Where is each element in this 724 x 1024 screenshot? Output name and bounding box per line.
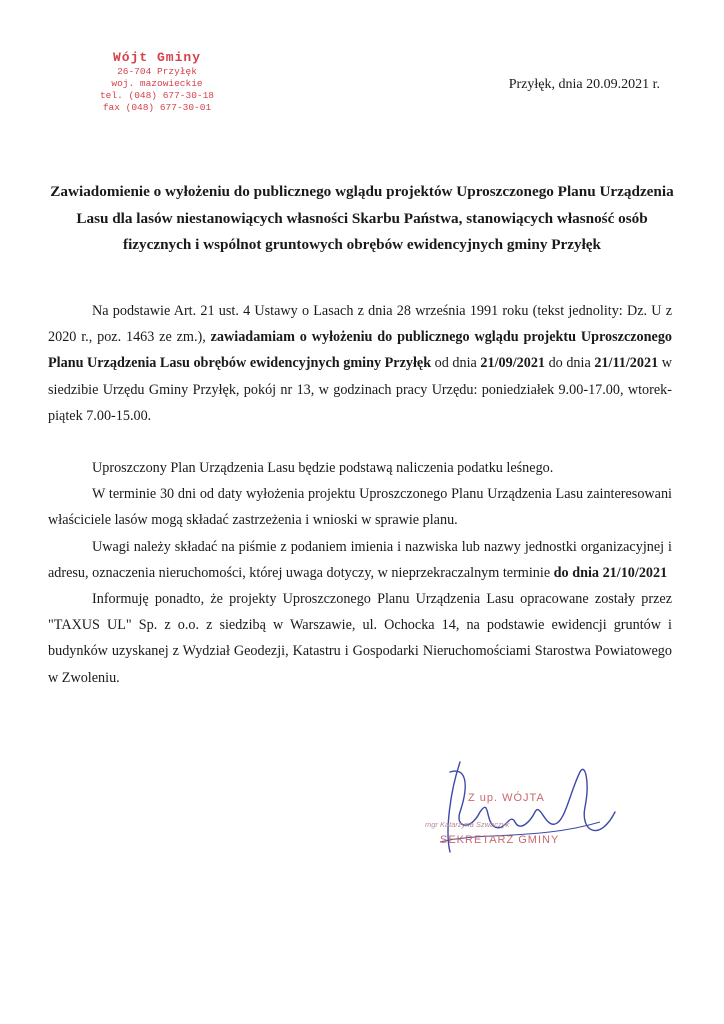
bold-span: zawiadamiam o wyłożeniu do publicznego wglądu projektu Uproszczonego Planu Urządzenia Lasu obrębów ewidencyjnych gminy Przyłęk: [48, 329, 673, 372]
text-span: od dnia: [431, 355, 481, 372]
start-date: 21/09/2021: [480, 355, 546, 372]
signature-line-authorization: Z up. WÓJTA: [468, 792, 545, 804]
office-stamp: [92, 50, 222, 114]
text-span: Na podstawie Art. 21 ust. 4 Ustawy o Lasach z dnia 28 września 1991 roku (tekst jednolity: Dz. U z 2020 r., poz. 1463 ze zm.),: [48, 303, 672, 346]
signature-line-position: SEKRETARZ GMINY: [440, 834, 560, 846]
document-body: [48, 298, 672, 691]
stamp-line: fax (048) 677-30-01: [102, 102, 212, 113]
end-date: 21/11/2021: [594, 355, 659, 372]
paragraph-tax-basis: Uproszczony Plan Urządzenia Lasu będzie podstawą naliczenia podatku leśnego.: [92, 460, 554, 477]
document-date: Przyłęk, dnia 20.09.2021 r.: [508, 77, 660, 92]
signature-line-name: mgr Katarzyna Szwaczyk: [425, 820, 510, 829]
stamp-line: woj. mazowieckie: [111, 78, 203, 89]
stamp-line: 26-704 Przyłęk: [117, 66, 197, 77]
stamp-title: Wójt Gminy: [112, 50, 201, 65]
paragraph-author-info: Informuję ponadto, że projekty Uproszczonego Planu Urządzenia Lasu opracowane zostały przez "TAXUS UL" Sp. z o.o. z siedzibą w Warszawie, ul. Ochocka 14, na podstawie ewidencji gruntów i budynków uzyskanej z Wydział Geodezji, Katastru i Gospodarki Nieruchomościami Starostwa Powiatowego w Zwoleniu.: [48, 591, 672, 686]
remarks-deadline: do dnia 21/10/2021: [553, 564, 668, 581]
document-title: Zawiadomienie o wyłożeniu do publicznego wglądu projektów Uproszczonego Planu Urządzenia Lasu dla lasów niestanowiących własności Skarbu Państwa, stanowiących własność osób fizycznych i wspólnot gruntowych obrębów ewidencyjnych gminy Przyłęk: [50, 183, 674, 253]
text-span: w siedzibie Urzędu Gminy Przyłęk, pokój nr 13, w godzinach pracy Urzędu: poniedziałek 9.00-17.00, wtorek-piątek 7.00-15.00.: [48, 355, 672, 424]
paragraph-remarks: [48, 534, 672, 586]
text-span: do dnia: [545, 355, 595, 372]
paragraph-deadline: W terminie 30 dni od daty wyłożenia projektu Uproszczonego Planu Urządzenia Lasu zainteresowani właściciele lasów mogą składać zastrzeżenia i wnioski w sprawie planu.: [48, 486, 672, 529]
stamp-line: tel. (048) 677-30-18: [99, 90, 215, 101]
paragraph-legal-basis: [48, 298, 672, 429]
text-span: Uwagi należy składać na piśmie z podaniem imienia i nazwiska lub nazwy jednostki organizacyjnej i adresu, oznaczenia nieruchomości, której uwaga dotyczy, w nieprzekraczalnym terminie: [48, 538, 672, 581]
